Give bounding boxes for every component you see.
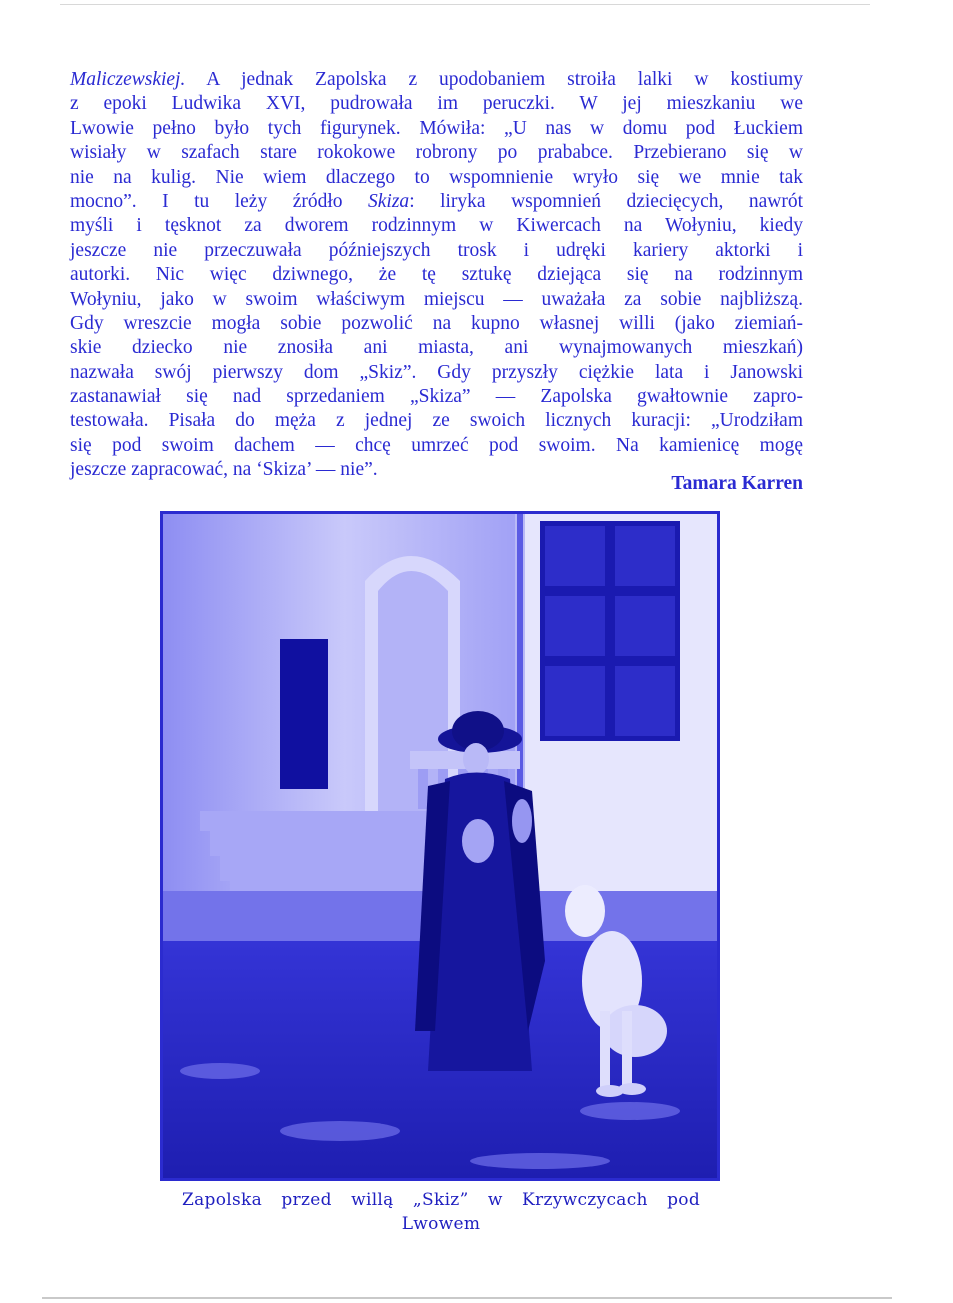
article-text (70, 68, 803, 483)
article-line: nazwała swój pierwszy dom „Skiz”. Gdy przyszły ciężkie lata i Janowski (70, 361, 803, 383)
article-line: skie dziecko nie znosiła ani miasta, ani wynajmowanych mieszkań) (70, 337, 803, 359)
article-line: wisiały w szafach stare rokokowe robrony po prababce. Przebierano się w (70, 142, 803, 164)
article-line: myśli i tęsknot za dworem rodzinnym w Kiwercach na Wołyniu, kiedy (70, 215, 803, 237)
italic-word: Maliczewskiej. (70, 69, 186, 90)
article-line: testowała. Pisała do męża z jednej ze swoich licznych kuracji: „Urodziłam (70, 410, 803, 432)
caption-line: Zapolska przed willą „Skiz” w Krzywczycach pod (182, 1190, 700, 1210)
caption-line: Lwowem (401, 1214, 481, 1234)
article-line: Lwowie pełno było tych figurynek. Mówiła: „U nas w domu pod Łuckiem (70, 117, 803, 139)
article-line: Maliczewskiej. A jednak Zapolska z upodobaniem stroiła lalki w kostiumy (70, 69, 803, 90)
article-line: mocno”. I tu leży źródło Skiza: liryka wspomnień dziecięcych, nawrót (70, 190, 803, 212)
italic-word: Skiza (368, 190, 410, 212)
article-line: się pod swoim dachem — chcę umrzeć pod swoim. Na kamienicę mogę (70, 434, 803, 456)
top-rule (60, 4, 870, 5)
article-line: z epoki Ludwika XVI, pudrowała im peruczki. W jej mieszkaniu we (70, 93, 803, 115)
article-line: jeszcze zapracować, na ‘Skiza’ — nie”. (70, 459, 378, 481)
photograph (160, 511, 720, 1181)
article-line: Wołyniu, jako w swoim właściwym miejscu — uważała za sobie najbliższą. (70, 288, 803, 310)
bottom-rule (42, 1297, 892, 1299)
article-line: autorki. Nic więc dziwnego, że tę sztukę dziejąca się na rodzinnym (70, 264, 803, 286)
author-signature: Tamara Karren (671, 473, 803, 494)
article-line: jeszcze nie przeczuwała późniejszych trosk i udręki kariery aktorki i (70, 239, 803, 261)
photograph-woman-with-dog-icon (160, 511, 720, 1181)
article-line: zastanawiał się nad sprzedaniem „Skiza” — Zapolska gwałtownie zapro- (70, 386, 803, 408)
article-line: nie na kulig. Nie wiem dlaczego to wspomnienie wryło się we mnie tak (70, 166, 803, 188)
article-line: Gdy wreszcie mogła sobie pozwolić na kupno własnej willi (jako ziemiań- (70, 312, 803, 334)
photo-caption (182, 1188, 700, 1236)
